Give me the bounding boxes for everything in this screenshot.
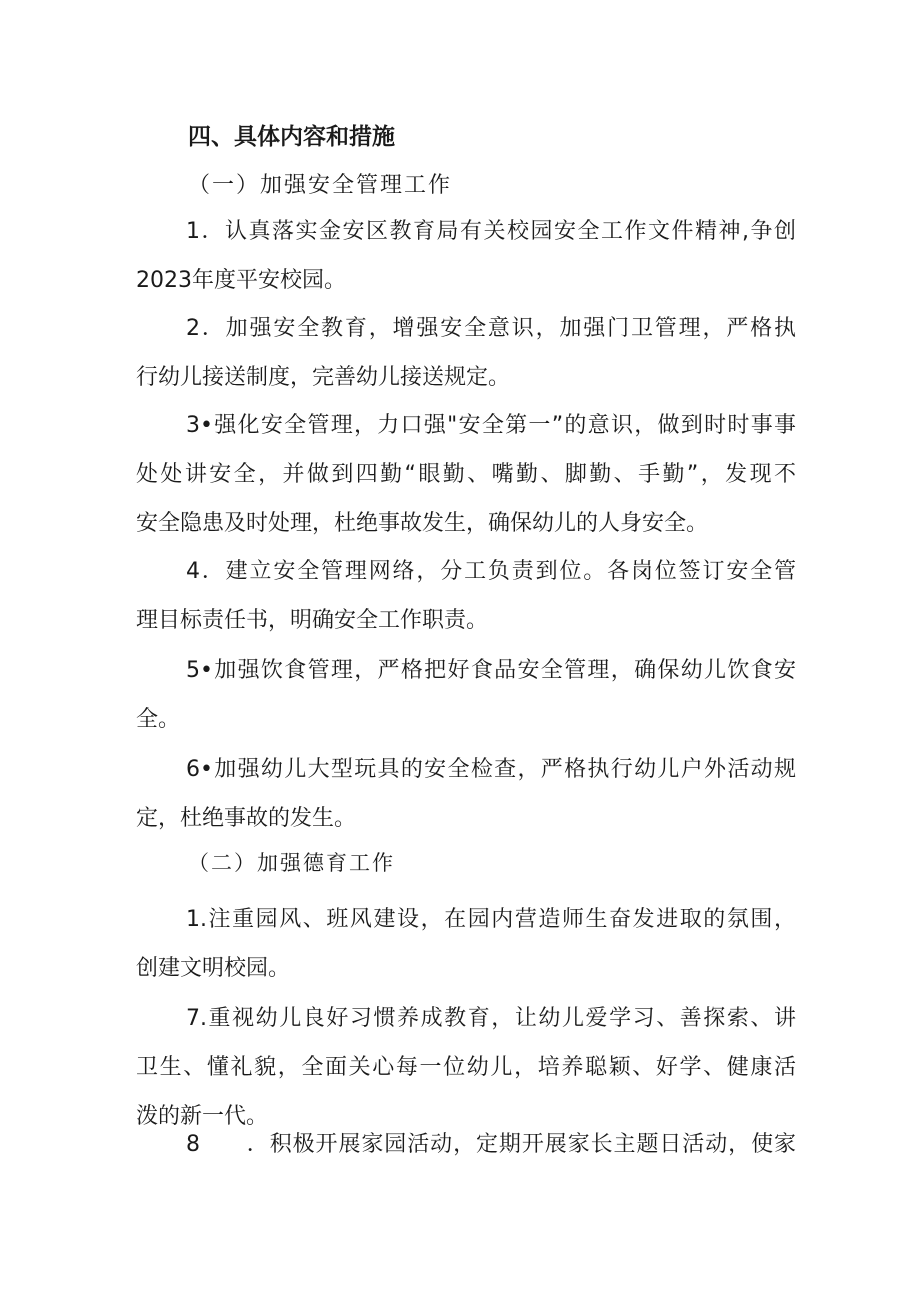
paragraph-line: 定，杜绝事故的发生。 [136,806,357,831]
paragraph-line: 6•加强幼儿大型玩具的安全检查，严格执行幼儿户外活动规 [186,757,796,782]
paragraph-3 [136,401,796,548]
paragraph-line: 1．认真落实金安区教育局有关校园安全工作文件精神,争创 [186,219,796,244]
paragraph-2 [136,304,796,402]
paragraph-line: 7.重视幼儿良好习惯养成教育，让幼儿爱学习、善探索、讲 [186,1006,796,1031]
paragraph-line: 3•强化安全管理，力口强"安全第一”的意识，做到时时事事 [186,413,796,438]
paragraph-9 [136,1120,796,1169]
paragraph-line: 8 ．积极开展家园活动，定期开展家长主题日活动，使家 [186,1132,796,1157]
paragraph-4 [136,547,796,645]
paragraph-7 [136,895,796,993]
paragraph-line: 2023年度平安校园。 [136,268,346,293]
paragraph-8 [136,994,796,1141]
paragraph-line: 处处讲安全，并做到四勤“眼勤、嘴勤、脚勤、手勤”，发现不 [136,462,796,487]
paragraph-line: 2．加强安全教育，增强安全意识，加强门卫管理，严格执 [186,316,796,341]
section-heading: 四、具体内容和措施 [188,124,395,150]
paragraph-1 [136,207,796,305]
paragraph-line: 理目标责任书，明确安全工作职责。 [136,608,489,633]
paragraph-line: 创建文明校园。 [136,956,291,981]
paragraph-line: 泼的新一代。 [136,1104,269,1129]
paragraph-line: 安全隐患及时处理，杜绝事故发生，确保幼儿的人身安全。 [136,511,709,536]
paragraph-line: 全。 [136,707,181,732]
paragraph-5 [136,646,796,744]
paragraph-line: 行幼儿接送制度，完善幼儿接送规定。 [136,365,511,390]
subsection-title-safety: （一）加强安全管理工作 [188,173,453,198]
paragraph-line: 卫生、懂礼貌，全面关心每一位幼儿，培养聪颖、好学、健康活 [136,1055,796,1080]
paragraph-line: 5•加强饮食管理，严格把好食品安全管理，确保幼儿饮食安 [186,658,796,683]
paragraph-6 [136,745,796,843]
subsection-title-moral: （二）加强德育工作 [188,851,395,875]
paragraph-line: 4．建立安全管理网络，分工负责到位。各岗位签订安全管 [186,559,796,584]
paragraph-line: 1.注重园风、班风建设，在园内营造师生奋发进取的氛围， [186,907,796,932]
